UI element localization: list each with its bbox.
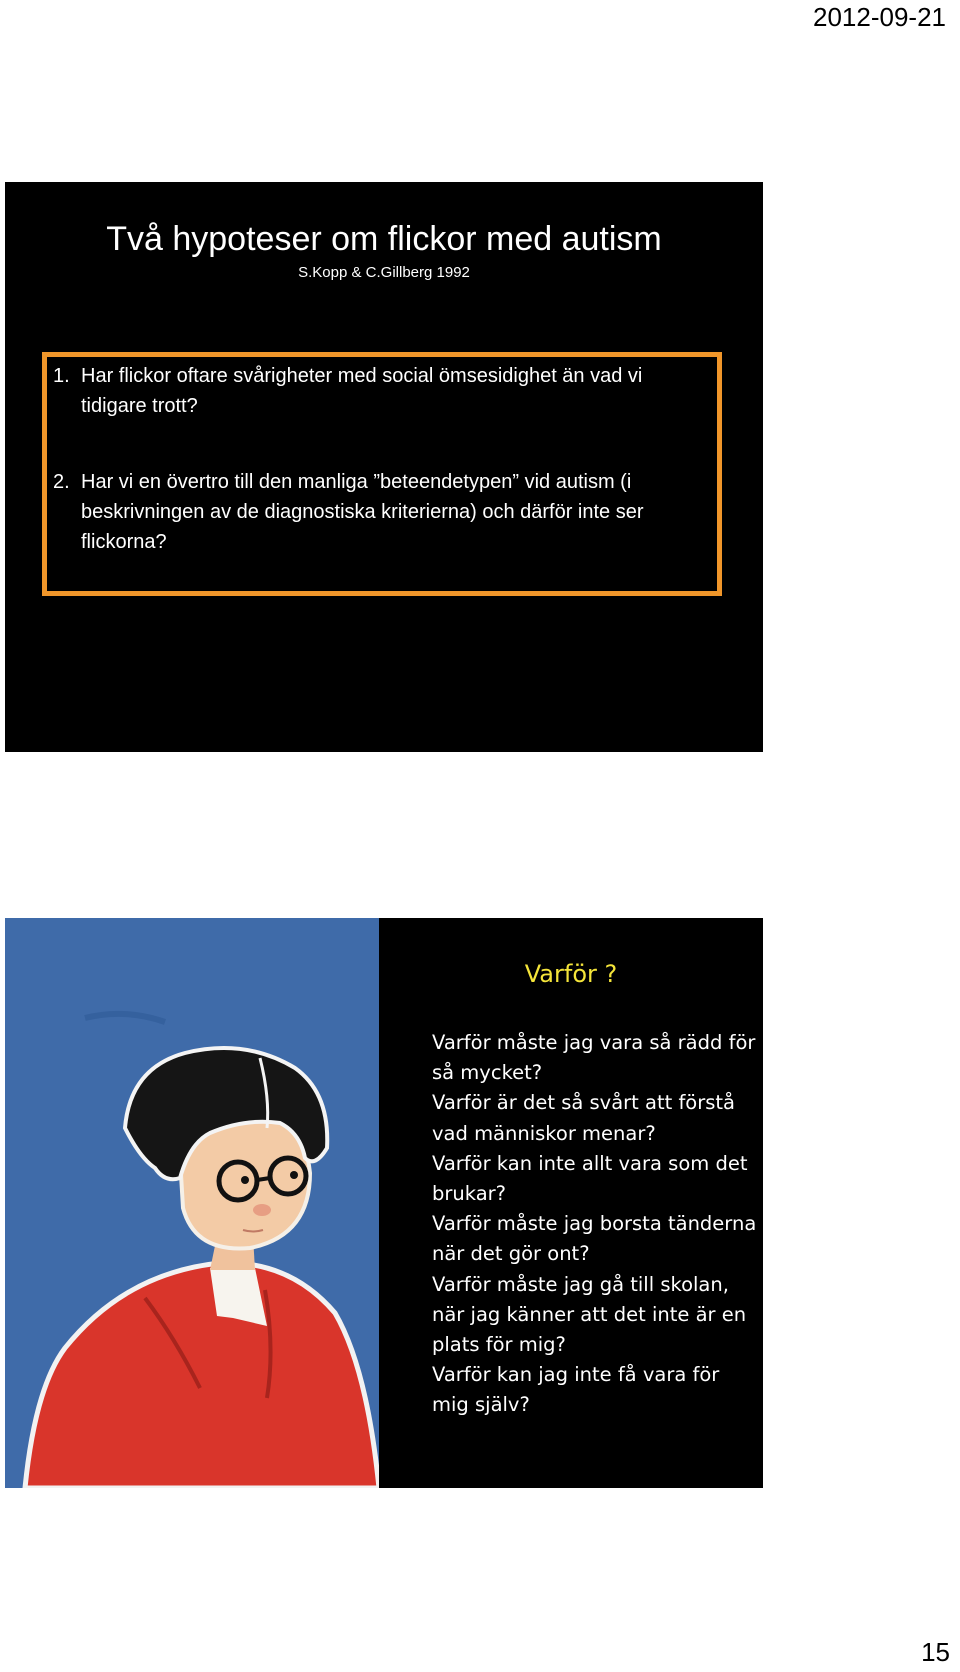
child-with-glasses-illustration <box>5 918 379 1488</box>
why-question: Varför kan inte allt vara som det brukar? <box>432 1151 748 1206</box>
why-question: Varför måste jag gå till skolan, när jag känner att det inte är en plats för mig? <box>432 1272 747 1357</box>
slide-why <box>5 918 763 1488</box>
why-heading: Varför ? <box>524 960 618 988</box>
slide-hypotheses <box>5 182 763 752</box>
hypothesis-text: Har vi en övertro till den manliga ”beteendetypen” vid autism (i beskrivningen av de diagnostiska kriterierna) och därför inte ser flickorna? <box>81 471 644 553</box>
slide-title: Två hypoteser om flickor med autism <box>106 220 662 258</box>
why-question: Varför måste jag borsta tänderna när det gör ont? <box>432 1212 757 1266</box>
why-question: Varför kan jag inte få vara för mig själv? <box>432 1363 720 1417</box>
page-date: 2012-09-21 <box>813 2 946 32</box>
hypothesis-number: 1. <box>53 365 70 387</box>
slide-subtitle: S.Kopp & C.Gillberg 1992 <box>298 264 470 281</box>
hypothesis-text: Har flickor oftare svårigheter med social ömsesidighet än vad vi tidigare trott? <box>81 365 643 417</box>
illustration-svg <box>5 918 379 1488</box>
hypotheses-box <box>42 352 722 596</box>
why-questions <box>432 1028 757 1421</box>
hypothesis-number: 2. <box>53 471 70 493</box>
why-question: Varför måste jag vara så rädd för så mycket? <box>432 1031 756 1085</box>
hypothesis-item <box>53 361 713 421</box>
hypothesis-item <box>53 467 713 557</box>
why-question: Varför är det så svårt att förstå vad människor menar? <box>432 1091 736 1145</box>
page-number: 15 <box>921 1637 950 1667</box>
